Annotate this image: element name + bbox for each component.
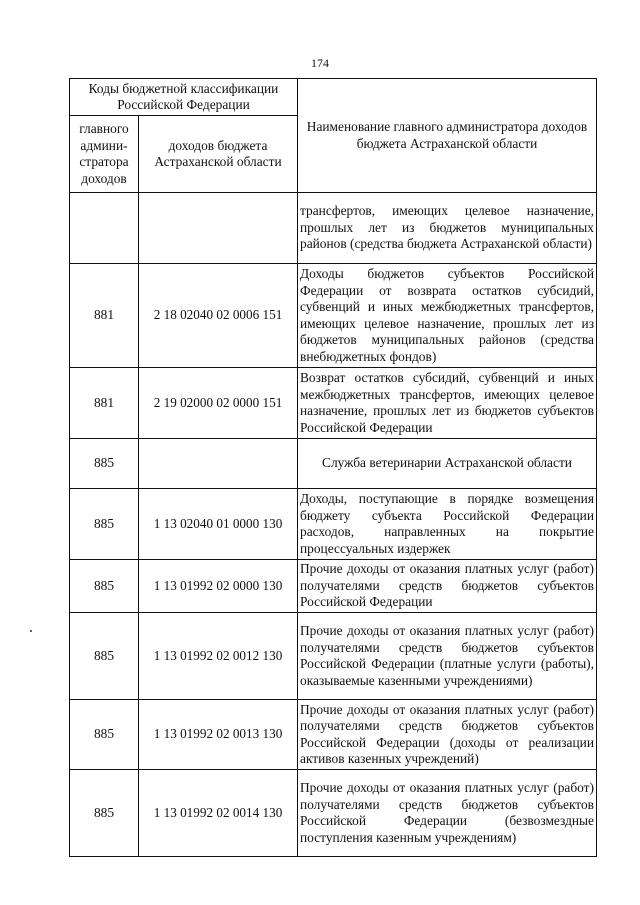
name-cell: Доходы бюджетов субъектов Российской Федерации от возврата остатков субсидий, субвенций и иных межбюджетных трансфертов, имеющих целевое назначение, прошлых лет из бюджетов муниципальных районов (средства внебюджетных фондов) <box>298 264 597 368</box>
table-row <box>70 560 597 613</box>
budget-classification-table <box>69 78 597 857</box>
income-code-cell: 1 13 01992 02 0000 130 <box>139 560 298 613</box>
table-row <box>70 264 597 368</box>
table-row <box>70 439 597 489</box>
admin-column-header: главного админи-стратора доходов <box>70 116 139 193</box>
name-cell: Прочие доходы от оказания платных услуг (работ) получателями средств бюджетов субъектов Российской Федерации (доходы от реализации активов казенных учреждений) <box>298 700 597 770</box>
admin-code-cell: 885 <box>70 489 139 560</box>
codes-group-header: Коды бюджетной классификации Российской Федерации <box>70 79 298 116</box>
admin-code-cell: 885 <box>70 439 139 489</box>
admin-code-cell: 881 <box>70 368 139 439</box>
income-code-cell: 1 13 01992 02 0014 130 <box>139 770 298 857</box>
name-cell: Доходы, поступающие в порядке возмещения бюджету субъекта Российской Федерации расходов, направленных на покрытие процессуальных издержек <box>298 489 597 560</box>
name-cell: Прочие доходы от оказания платных услуг (работ) получателями средств бюджетов субъектов Российской Федерации (платные услуги (работы), оказываемые казенными учреждениями) <box>298 613 597 700</box>
table-row <box>70 368 597 439</box>
admin-code-cell: 885 <box>70 700 139 770</box>
admin-code-cell: 881 <box>70 264 139 368</box>
income-code-cell <box>139 193 298 264</box>
name-cell: Возврат остатков субсидий, субвенций и иных межбюджетных трансфертов, имеющих целевое назначение, прошлых лет из бюджетов субъектов Российской Федерации <box>298 368 597 439</box>
income-code-cell: 1 13 02040 01 0000 130 <box>139 489 298 560</box>
name-cell: трансфертов, имеющих целевое назначение, прошлых лет из бюджетов муниципальных районов (средства бюджета Астраханской области) <box>298 193 597 264</box>
table-row <box>70 613 597 700</box>
admin-code-cell: 885 <box>70 560 139 613</box>
admin-code-cell: 885 <box>70 770 139 857</box>
admin-code-cell <box>70 193 139 264</box>
table-header-row <box>70 79 597 116</box>
section-title-cell: Служба ветеринарии Астраханской области <box>298 439 597 489</box>
name-cell: Прочие доходы от оказания платных услуг (работ) получателями средств бюджетов субъектов Российской Федерации <box>298 560 597 613</box>
table-row <box>70 489 597 560</box>
admin-code-cell: 885 <box>70 613 139 700</box>
income-code-cell: 1 13 01992 02 0013 130 <box>139 700 298 770</box>
income-column-header: доходов бюджета Астраханской области <box>139 116 298 193</box>
table-row <box>70 700 597 770</box>
table-row <box>70 770 597 857</box>
name-column-header: Наименование главного администратора доходов бюджета Астраханской области <box>298 79 597 193</box>
table-row <box>70 193 597 264</box>
page-number: 174 <box>311 56 329 70</box>
income-code-cell <box>139 439 298 489</box>
income-code-cell: 2 18 02040 02 0006 151 <box>139 264 298 368</box>
scan-speck <box>30 630 32 632</box>
income-code-cell: 2 19 02000 02 0000 151 <box>139 368 298 439</box>
name-cell: Прочие доходы от оказания платных услуг (работ) получателями средств бюджетов субъектов Российской Федерации (безвозмездные поступления казенным учреждениям) <box>298 770 597 857</box>
income-code-cell: 1 13 01992 02 0012 130 <box>139 613 298 700</box>
